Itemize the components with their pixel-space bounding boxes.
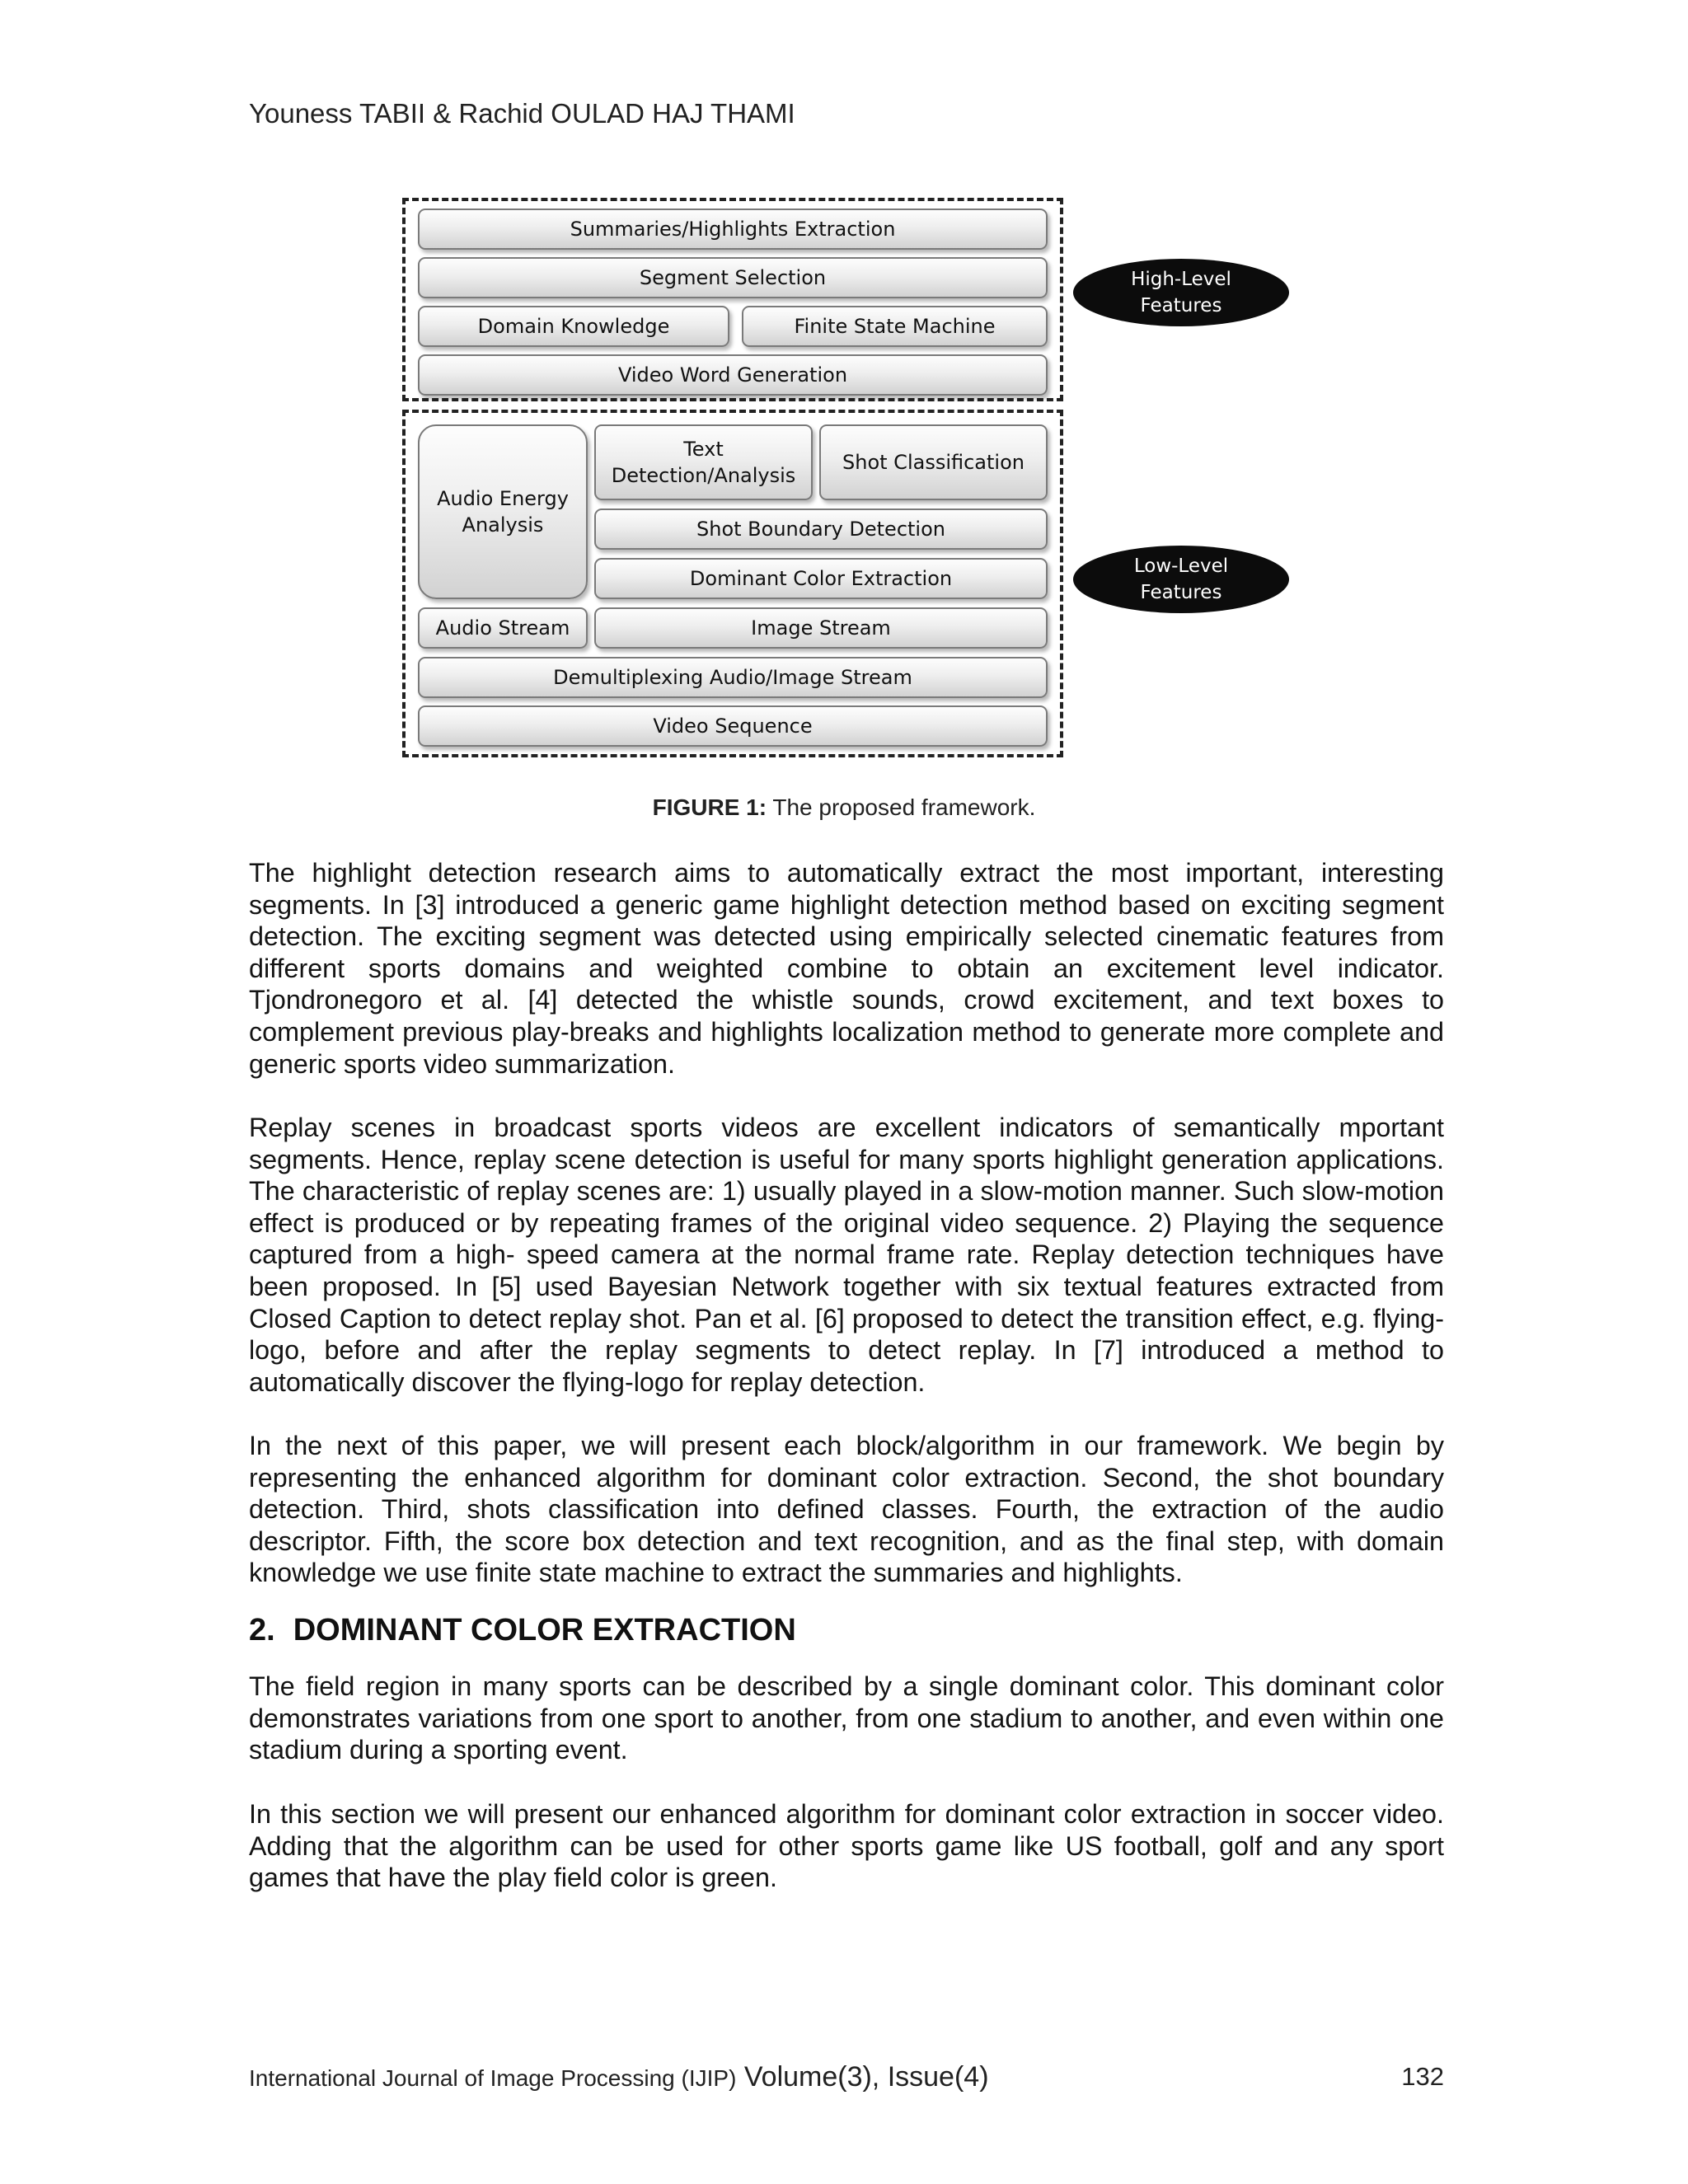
paragraph-4: The field region in many sports can be described by a single dominant color. This dominant color demonstrates variations from one sport to another, from one stadium to another, and even within one stadium during a sporting event. <box>249 1671 1444 1765</box>
block-segment-selection: Segment Selection <box>418 257 1048 298</box>
block-finite-state-machine: Finite State Machine <box>742 306 1048 347</box>
footer-volume: Volume(3), Issue(4) <box>736 2061 989 2093</box>
block-audio-stream: Audio Stream <box>418 607 588 649</box>
block-dominant-color: Dominant Color Extraction <box>594 558 1048 599</box>
figure-caption <box>0 793 1688 823</box>
block-text-detection: Text Detection/Analysis <box>594 424 813 500</box>
block-video-word-generation: Video Word Generation <box>418 354 1048 396</box>
section-title: DOMINANT COLOR EXTRACTION <box>293 1613 796 1647</box>
block-image-stream: Image Stream <box>594 607 1048 649</box>
section-number: 2. <box>249 1613 275 1647</box>
paragraph-1: The highlight detection research aims to automatically extract the most important, interesting segments. In [3] introduced a generic game highlight detection method based on exciting segment detection. The exciting segment was detected using empirically selected cinematic features from different sports domains and weighted combine to obtain an excitement level indicator. Tjondronegoro et al. [4] detected the whistle sounds, crowd excitement, and text boxes to complement previous play-breaks and highlights localization method to generate more complete and generic sports video summarization. <box>249 858 1444 1079</box>
block-demultiplexing: Demultiplexing Audio/Image Stream <box>418 657 1048 698</box>
framework-figure <box>0 0 1688 783</box>
block-domain-knowledge: Domain Knowledge <box>418 306 729 347</box>
block-audio-energy: Audio Energy Analysis <box>418 424 588 599</box>
section-heading <box>249 1611 796 1649</box>
paragraph-3: In the next of this paper, we will present each block/algorithm in our framework. We begin by representing the enhanced algorithm for dominant color extraction. Second, the shot boundary detection. Third, shots classification into defined classes. Fourth, the extraction of the audio descriptor. Fifth, the score box detection and text recognition, and as the final step, with domain knowledge we use finite state machine to extract the summaries and highlights. <box>249 1431 1444 1588</box>
caption-text: The proposed framework. <box>767 794 1036 820</box>
high-level-features-label: High-Level Features <box>1073 259 1289 326</box>
block-summaries: Summaries/Highlights Extraction <box>418 209 1048 250</box>
paragraph-2: Replay scenes in broadcast sports videos are excellent indicators of semantically mportant segments. Hence, replay scene detection is useful for many sports highlight generation applications. The characteristic of replay scenes are: 1) usually played in a slow-motion manner. Such slow-motion effect is produced or by repeating frames of the original video sequence. 2) Playing the sequence captured from a high- speed camera at the normal frame rate. Replay detection techniques have been proposed. In [5] used Bayesian Network together with six textual features extracted from Closed Caption to detect replay shot. Pan et al. [6] proposed to detect the transition effect, e.g. flying-logo, before and after the replay segments to detect replay. In [7] introduced a method to automatically discover the flying-logo for replay detection. <box>249 1113 1444 1397</box>
paragraph-5: In this section we will present our enhanced algorithm for dominant color extraction in soccer video. Adding that the algorithm can be used for other sports game like US football, golf and any sport games that have the play field color is green. <box>249 1799 1444 1893</box>
block-shot-boundary: Shot Boundary Detection <box>594 509 1048 550</box>
block-shot-classification: Shot Classification <box>819 424 1048 500</box>
caption-label: FIGURE 1: <box>652 794 767 820</box>
low-level-features-label: Low-Level Features <box>1073 546 1289 613</box>
block-video-sequence: Video Sequence <box>418 705 1048 747</box>
page-footer <box>249 2062 1444 2093</box>
running-header: Youness TABII & Rachid OULAD HAJ THAMI <box>249 98 795 129</box>
page-number: 132 <box>1401 2062 1444 2091</box>
footer-journal: International Journal of Image Processing (IJIP) <box>249 2065 737 2091</box>
